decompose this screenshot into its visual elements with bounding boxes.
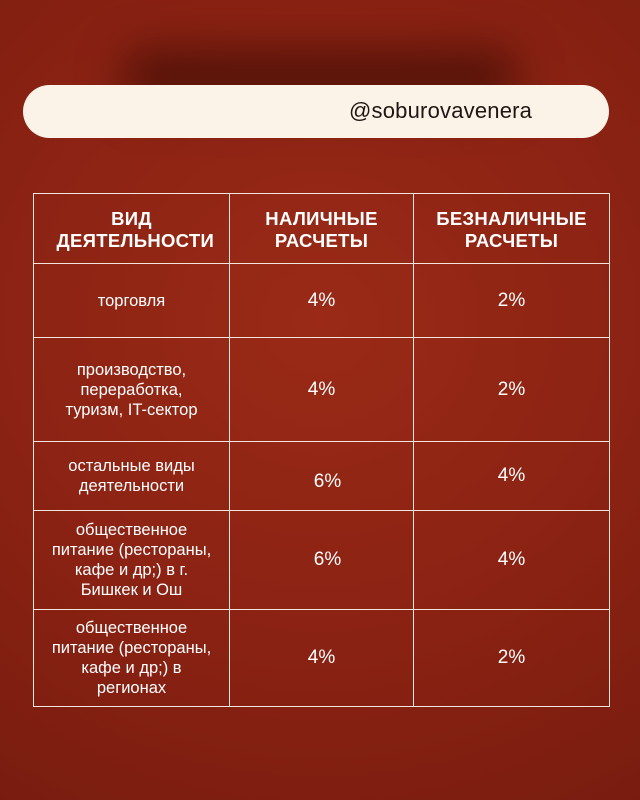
table-row xyxy=(34,511,610,610)
header-cash: НАЛИЧНЫЕ РАСЧЕТЫ xyxy=(230,194,414,264)
row-activity: общественное питание (рестораны, кафе и др;) в г. Бишкек и Ош xyxy=(34,511,230,610)
table-row xyxy=(34,338,610,442)
row-cash-rate: 4% xyxy=(230,338,414,442)
row-activity: производство, переработка, туризм, IT-сектор xyxy=(34,338,230,442)
row-cash-rate: 4% xyxy=(230,264,414,338)
row-cashless-rate: 4% xyxy=(414,442,610,511)
row-activity: остальные виды деятельности xyxy=(34,442,230,511)
row-cashless-rate: 2% xyxy=(414,338,610,442)
header-cashless: БЕЗНАЛИЧНЫЕ РАСЧЕТЫ xyxy=(414,194,610,264)
author-handle[interactable]: @soburovavenera xyxy=(349,98,533,123)
row-cash-rate: 4% xyxy=(230,610,414,707)
table-row xyxy=(34,264,610,338)
table-header-row xyxy=(34,194,610,264)
tax-rates-table xyxy=(33,193,610,707)
table-row xyxy=(34,442,610,511)
row-cashless-rate: 2% xyxy=(414,264,610,338)
row-cashless-rate: 4% xyxy=(414,511,610,610)
row-activity: торговля xyxy=(34,264,230,338)
row-cashless-rate: 2% xyxy=(414,610,610,707)
table-row xyxy=(34,610,610,707)
handle-bar xyxy=(23,85,609,138)
row-cash-rate: 6% xyxy=(230,442,414,511)
header-activity: ВИД ДЕЯТЕЛЬНОСТИ xyxy=(34,194,230,264)
row-cash-rate: 6% xyxy=(230,511,414,610)
row-activity: общественное питание (рестораны, кафе и др;) в регионах xyxy=(34,610,230,707)
